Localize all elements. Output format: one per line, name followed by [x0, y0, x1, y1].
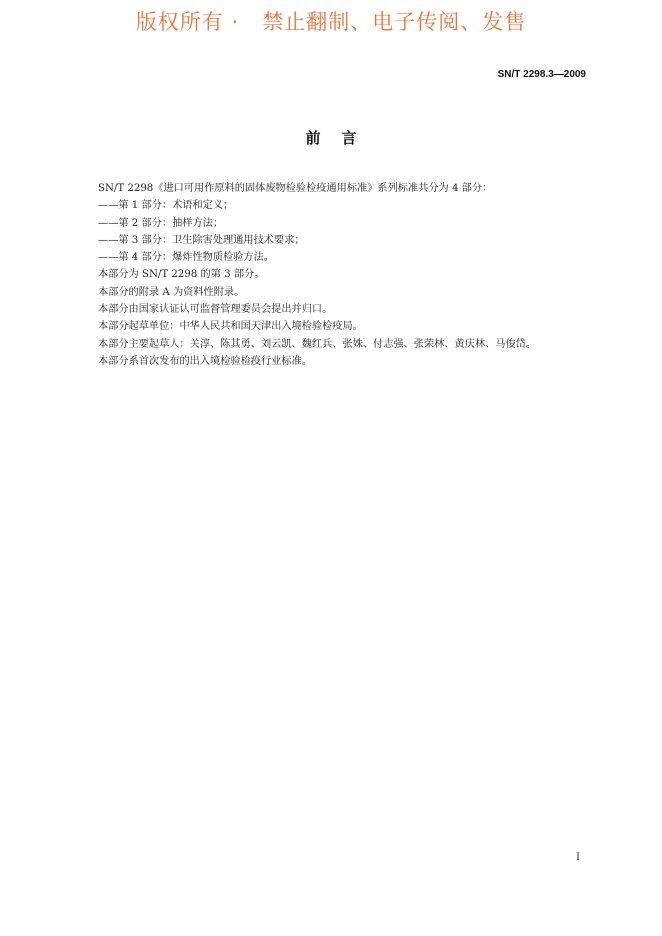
paragraph-part-4: ——第 4 部分：爆炸性物质检验方法。 — [98, 252, 274, 264]
paragraph-drafting-unit: 本部分起草单位：中华人民共和国天津出入境检验检疫局。 — [98, 321, 363, 333]
paragraph-drafters: 本部分主要起草人：关淳、陈其勇、刘云凯、魏红兵、张姝、付志强、张荣林、黄庆林、马俊岱。 — [98, 338, 537, 350]
foreword-body — [98, 180, 568, 370]
paragraph-this-part: 本部分为 SN/T 2298 的第 3 部分。 — [98, 269, 265, 281]
paragraph-part-3: ——第 3 部分：卫生除害处理通用技术要求； — [98, 234, 305, 246]
paragraph-part-2: ——第 2 部分：抽样方法； — [98, 217, 224, 229]
paragraph-part-1: ——第 1 部分：术语和定义； — [98, 200, 234, 212]
copyright-watermark: 版权所有 · 禁止翻制、电子传阅、发售 — [135, 10, 527, 34]
paragraph-annex: 本部分的附录 A 为资料性附录。 — [98, 286, 245, 298]
page-title: 前 言 — [305, 129, 357, 147]
page-number: I — [576, 852, 580, 863]
standard-code: SN/T 2298.3—2009 — [497, 69, 586, 80]
paragraph-proposer: 本部分由国家认证认可监督管理委员会提出并归口。 — [98, 304, 333, 316]
paragraph-first-release: 本部分系首次发布的出入境检验检疫行业标准。 — [98, 355, 312, 367]
paragraph-series-intro: SN/T 2298《进口可用作原料的固体废物检验检疫通用标准》系列标准共分为 4 部分： — [98, 183, 493, 194]
